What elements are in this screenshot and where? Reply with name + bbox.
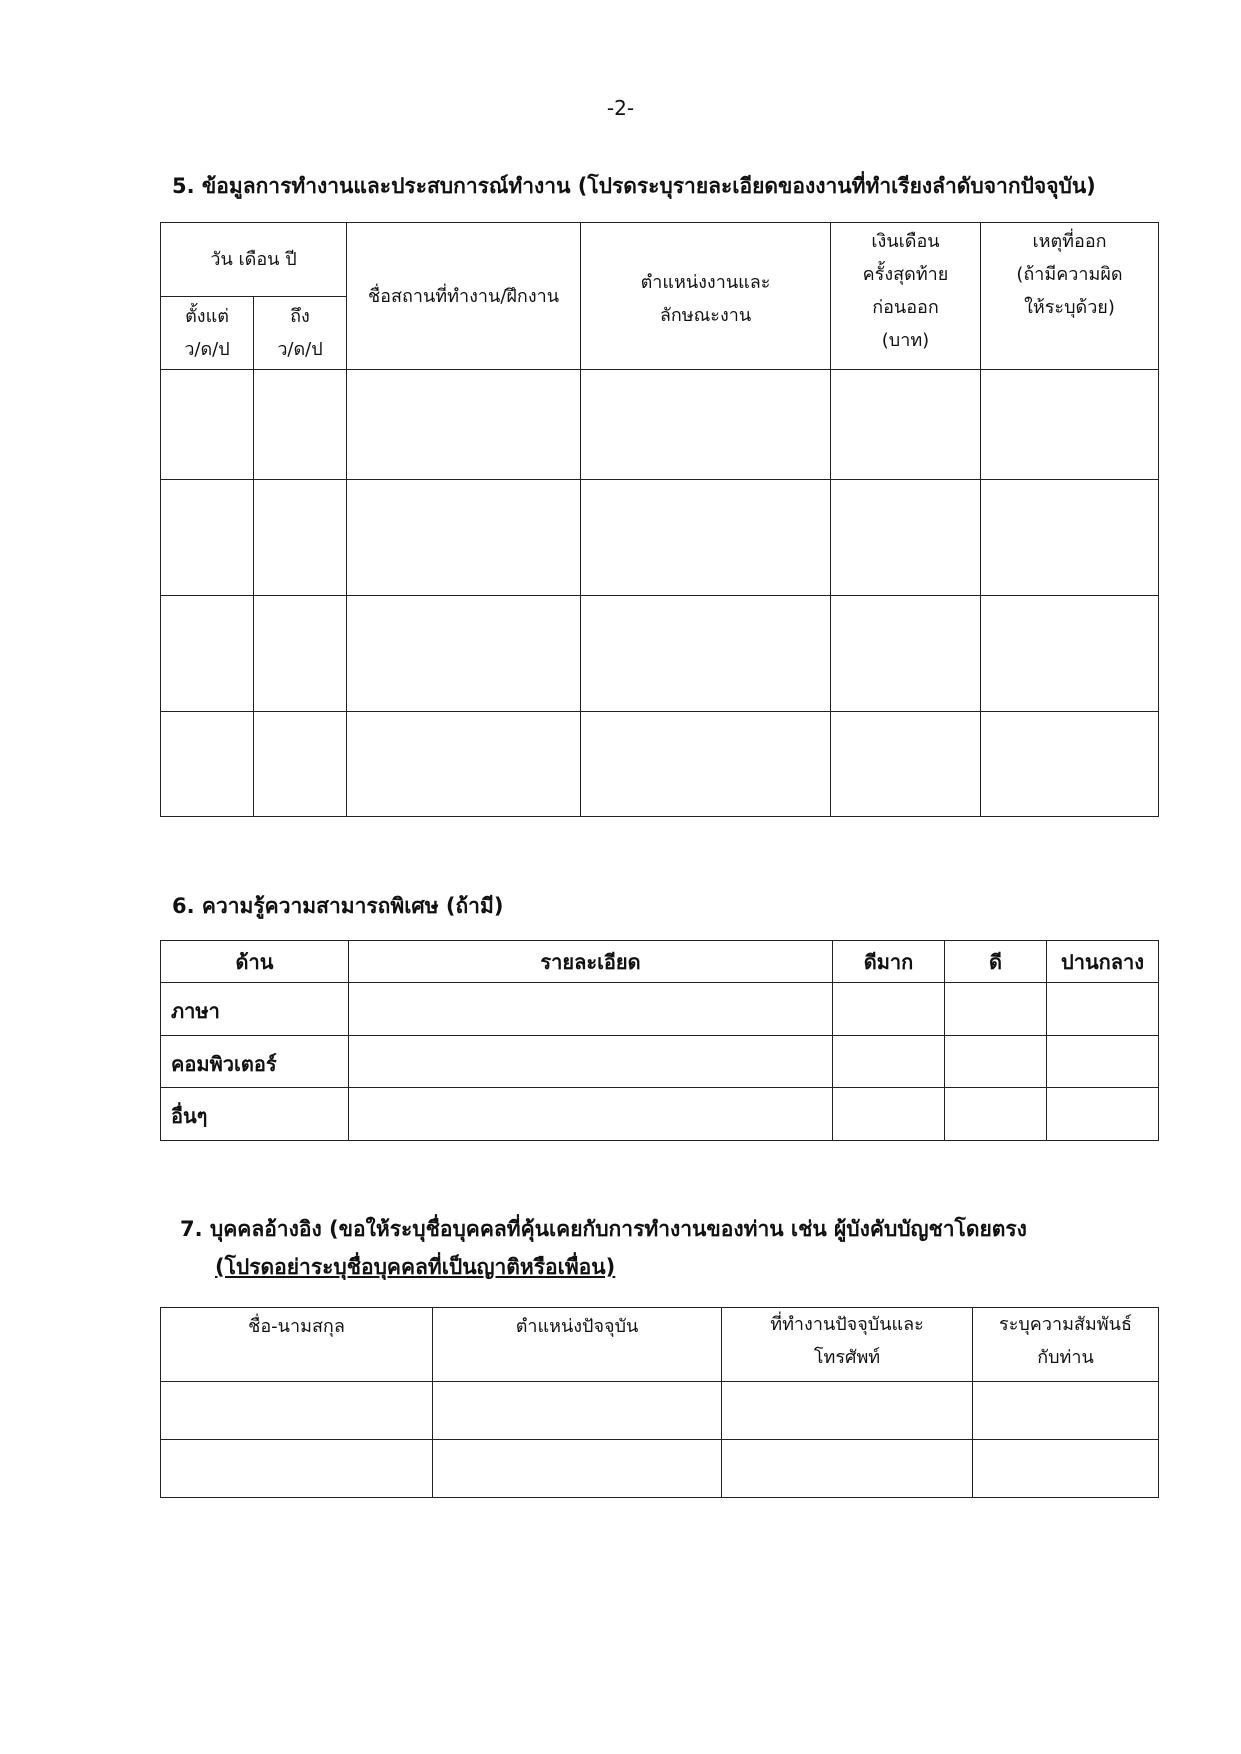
fair-cell[interactable] [1047, 1036, 1159, 1088]
header-reason-line3: ให้ระบุด้วย) [1024, 297, 1115, 318]
header-good: ดี [945, 941, 1047, 983]
header-ref-position: ตำแหน่งปัจจุบัน [433, 1308, 722, 1382]
excellent-cell[interactable] [833, 1088, 945, 1141]
header-salary [831, 223, 981, 370]
header-to [254, 297, 347, 370]
ref-relation-cell[interactable] [973, 1440, 1159, 1498]
position-cell[interactable] [581, 370, 831, 480]
header-workplace-label: ชื่อสถานที่ทำงาน/ฝึกงาน [367, 285, 560, 307]
header-ref-workplace-line1: ที่ทำงานปัจจุบันและ [770, 1314, 924, 1335]
header-date-group: วัน เดือน ปี [161, 223, 347, 297]
position-cell[interactable] [581, 596, 831, 712]
header-position-line1: ตำแหน่งงานและ [640, 272, 771, 293]
ref-workplace-cell[interactable] [722, 1440, 973, 1498]
good-cell[interactable] [945, 1036, 1047, 1088]
workplace-cell[interactable] [347, 712, 581, 817]
table-row [161, 1088, 1159, 1141]
detail-cell[interactable] [349, 983, 833, 1036]
skills-table [160, 940, 1159, 1141]
to-date-cell[interactable] [254, 480, 347, 596]
reason-cell[interactable] [981, 596, 1159, 712]
ref-relation-cell[interactable] [973, 1382, 1159, 1440]
header-to-label: ถึง [290, 306, 310, 327]
fair-cell[interactable] [1047, 1088, 1159, 1141]
table-row [161, 1440, 1159, 1498]
header-workplace [347, 223, 581, 370]
ref-name-cell[interactable] [161, 1440, 433, 1498]
position-cell[interactable] [581, 480, 831, 596]
salary-cell[interactable] [831, 480, 981, 596]
header-ref-relation-line2: กับท่าน [1037, 1347, 1094, 1368]
salary-cell[interactable] [831, 370, 981, 480]
header-from [161, 297, 254, 370]
header-reason [981, 223, 1159, 370]
section7-title: 7. บุคคลอ้างอิง (ขอให้ระบุชื่อบุคคลที่คุ้นเคยกับการทำงานของท่าน เช่น ผู้บังคับบัญชาโดยตรง [180, 1217, 1027, 1241]
section6-title: 6. ความรู้ความสามารถพิเศษ (ถ้ามี) [172, 894, 504, 918]
from-date-cell[interactable] [161, 370, 254, 480]
header-from-format: ว/ด/ป [184, 339, 230, 360]
header-ref-relation-line1: ระบุความสัมพันธ์ [999, 1314, 1132, 1335]
from-date-cell[interactable] [161, 480, 254, 596]
good-cell[interactable] [945, 983, 1047, 1036]
detail-cell[interactable] [349, 1036, 833, 1088]
reason-cell[interactable] [981, 712, 1159, 817]
table-row [161, 983, 1159, 1036]
header-fair: ปานกลาง [1047, 941, 1159, 983]
header-salary-line3: ก่อนออก [872, 297, 939, 318]
header-salary-line1: เงินเดือน [871, 231, 940, 252]
header-ref-workplace-line2: โทรศัพท์ [813, 1347, 881, 1368]
from-date-cell[interactable] [161, 712, 254, 817]
fair-cell[interactable] [1047, 983, 1159, 1036]
workplace-cell[interactable] [347, 596, 581, 712]
from-date-cell[interactable] [161, 596, 254, 712]
workplace-cell[interactable] [347, 480, 581, 596]
workplace-cell[interactable] [347, 370, 581, 480]
good-cell[interactable] [945, 1088, 1047, 1141]
header-excellent: ดีมาก [833, 941, 945, 983]
section7-note: (โปรดอย่าระบุชื่อบุคคลที่เป็นญาติหรือเพื่อน) [215, 1255, 616, 1279]
table-row [161, 596, 1159, 712]
page-number: -2- [606, 96, 635, 120]
salary-cell[interactable] [831, 596, 981, 712]
ref-workplace-cell[interactable] [722, 1382, 973, 1440]
header-salary-line2: ครั้งสุดท้าย [862, 264, 949, 285]
header-reason-line2: (ถ้ามีความผิด [1016, 264, 1123, 285]
ref-position-cell[interactable] [433, 1440, 722, 1498]
table-row [161, 480, 1159, 596]
header-position-line2: ลักษณะงาน [659, 305, 752, 326]
table-row [161, 370, 1159, 480]
reason-cell[interactable] [981, 480, 1159, 596]
header-from-label: ตั้งแต่ [185, 306, 229, 327]
row-label-computer: คอมพิวเตอร์ [161, 1036, 349, 1088]
header-to-format: ว/ด/ป [277, 339, 323, 360]
ref-position-cell[interactable] [433, 1382, 722, 1440]
header-salary-line4: (บาท) [881, 330, 930, 351]
work-history-table [160, 222, 1159, 817]
table-row [161, 1382, 1159, 1440]
reason-cell[interactable] [981, 370, 1159, 480]
salary-cell[interactable] [831, 712, 981, 817]
header-detail: รายละเอียด [349, 941, 833, 983]
header-reason-line1: เหตุที่ออก [1032, 231, 1107, 252]
header-ref-workplace [722, 1308, 973, 1382]
excellent-cell[interactable] [833, 1036, 945, 1088]
section5-title: 5. ข้อมูลการทำงานและประสบการณ์ทำงาน (โปรดระบุรายละเอียดของงานที่ทำเรียงลำดับจากปัจจุบัน) [172, 174, 1096, 198]
ref-name-cell[interactable] [161, 1382, 433, 1440]
table-row [161, 1036, 1159, 1088]
header-area: ด้าน [161, 941, 349, 983]
header-ref-name: ชื่อ-นามสกุล [161, 1308, 433, 1382]
to-date-cell[interactable] [254, 712, 347, 817]
row-label-language: ภาษา [161, 983, 349, 1036]
position-cell[interactable] [581, 712, 831, 817]
header-ref-relation [973, 1308, 1159, 1382]
references-table [160, 1307, 1159, 1498]
table-row [161, 712, 1159, 817]
detail-cell[interactable] [349, 1088, 833, 1141]
to-date-cell[interactable] [254, 596, 347, 712]
to-date-cell[interactable] [254, 370, 347, 480]
header-position [581, 223, 831, 370]
excellent-cell[interactable] [833, 983, 945, 1036]
row-label-other: อื่นๆ [161, 1088, 349, 1141]
